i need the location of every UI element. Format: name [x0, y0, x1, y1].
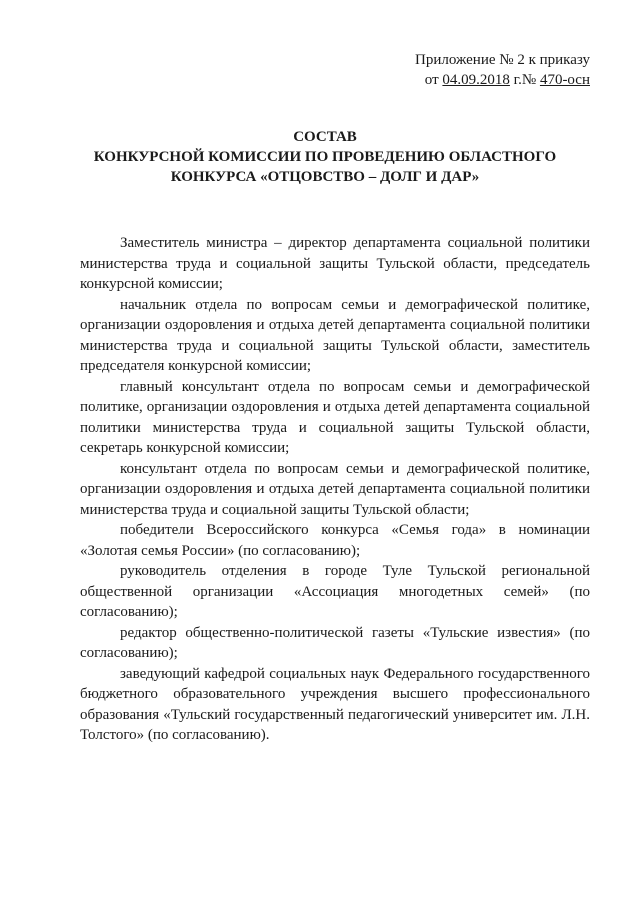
appendix-date: 04.09.2018 [442, 72, 510, 88]
appendix-number-label: г.№ [513, 72, 537, 88]
appendix-line1: Приложение № 2 к приказу [415, 52, 590, 68]
title-line-1: СОСТАВ [293, 129, 357, 145]
member-consultant: консультант отдела по вопросам семьи и демографической политике, организации оздоровления и отдыха детей департамента социальной политики министерства труда и социальной защиты Тульской области; [80, 460, 590, 518]
member-deputy-chairman: начальник отдела по вопросам семьи и демографической политике, организации оздоровления и отдыха детей департамента социальной политики министерства труда и социальной защиты Тульской области, заместитель председателя конкурсной комиссии; [80, 296, 590, 374]
member-chairman: Заместитель министра – директор департамента социальной политики министерства труда и социальной защиты Тульской области, председатель конкурсной комиссии; [80, 235, 590, 292]
member-contest-winners: победители Всероссийского конкурса «Семья года» в номинации «Золотая семья России» (по согласованию); [80, 522, 590, 559]
appendix-prefix: от [424, 72, 439, 88]
appendix-number: 470-осн [539, 72, 590, 88]
appendix-note [415, 50, 590, 90]
member-association-head: руководитель отделения в городе Туле Тульской региональной общественной организации «Ассоциация многодетных семей» (по согласованию); [80, 563, 590, 620]
document-title [60, 127, 590, 187]
appendix-line2 [415, 70, 590, 90]
member-secretary: главный консультант отдела по вопросам семьи и демографической политике, организации оздоровления и отдыха детей департамента социальной политики министерства труда и социальной защиты Тульской области, секретарь конкурсной комиссии; [80, 378, 590, 456]
member-university-department-head: заведующий кафедрой социальных наук Федерального государственного бюджетного образовательного учреждения высшего профессионального образования «Тульский государственный педагогический университет им. Л.Н. Толстого» (по согласованию). [80, 665, 590, 743]
member-newspaper-editor: редактор общественно-политической газеты «Тульские известия» (по согласованию); [80, 624, 590, 661]
commission-members-list [80, 233, 590, 746]
title-line-3: КОНКУРСА «ОТЦОВСТВО – ДОЛГ И ДАР» [170, 169, 480, 185]
title-line-2: КОНКУРСНОЙ КОМИССИИ ПО ПРОВЕДЕНИЮ ОБЛАСТНОГО [93, 149, 557, 165]
